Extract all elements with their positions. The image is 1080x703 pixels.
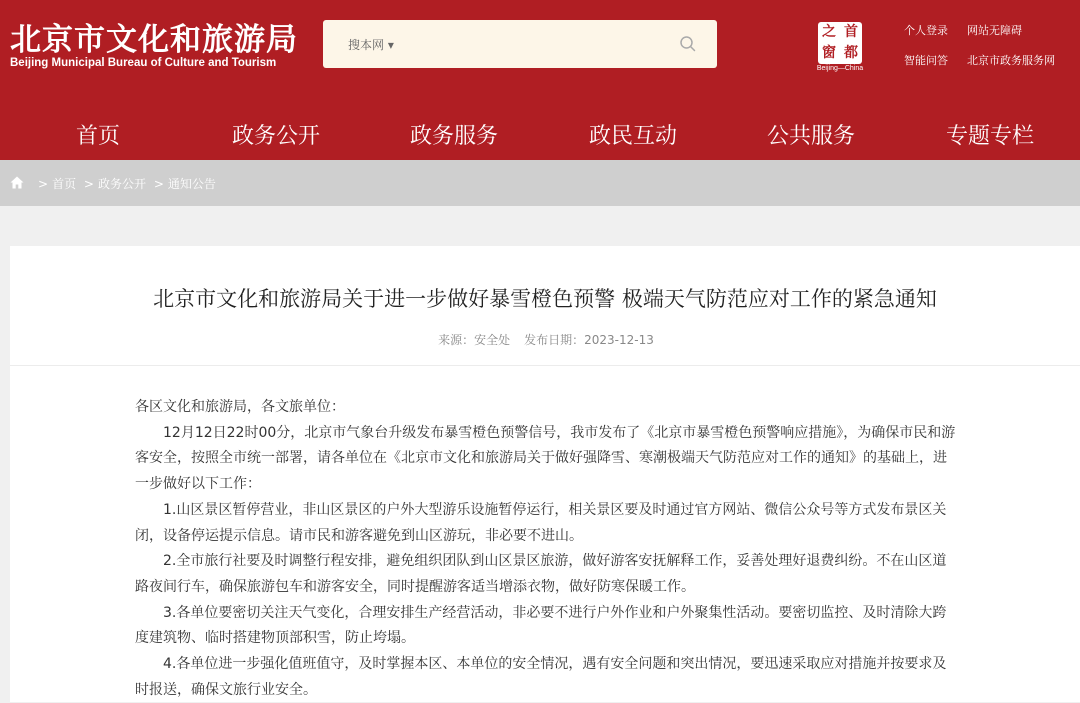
home-icon[interactable] <box>10 176 24 189</box>
search-bar <box>323 20 717 68</box>
nav-item-gov-services[interactable]: 政务服务 <box>409 124 498 149</box>
breadcrumb-home[interactable]: 首页 <box>52 177 77 191</box>
nav-item-gov-affairs[interactable]: 政务公开 <box>231 124 320 149</box>
article-meta <box>10 331 1080 348</box>
site-logo-subtitle: Beijing Municipal Bureau of Culture and Tourism <box>10 57 277 69</box>
nav-item-home[interactable]: 首页 <box>75 124 120 149</box>
article-salutation: 各区文化和旅游局，各文旅单位： <box>135 399 345 415</box>
capital-logo-label: Beijing—China <box>816 65 864 72</box>
article-title: 北京市文化和旅游局关于进一步做好暴雪橙色预警 极端天气防范应对工作的紧急通知 <box>153 287 937 311</box>
capital-window-logo[interactable] <box>814 22 866 74</box>
nav-item-public-services[interactable]: 公共服务 <box>766 124 855 149</box>
capital-logo-char: 首 <box>844 24 858 40</box>
accessibility-link[interactable]: 网站无障碍 <box>967 24 1022 37</box>
personal-login-link[interactable]: 个人登录 <box>904 24 948 37</box>
article-source: 来源：安全处 <box>438 333 511 347</box>
nav-item-special-topics[interactable]: 专题专栏 <box>945 124 1034 149</box>
article-paragraph: 3.各单位要密切关注天气变化，合理安排生产经营活动，非必要不进行户外作业和户外聚集性活动。要密切监控、及时清除大跨度建筑物、临时搭建物顶部积雪，防止垮塌。 <box>135 604 947 647</box>
article-paragraph: 2.全市旅行社要及时调整行程安排，避免组织团队到山区景区旅游，做好游客安抚解释工作，妥善处理好退费纠纷。不在山区道路夜间行车，确保旅游包车和游客安全，同时提醒游客适当增添衣物，做好防寒保暖工作。 <box>135 553 947 595</box>
breadcrumb-notices[interactable]: 通知公告 <box>167 177 216 191</box>
article-paragraph: 12月12日22时00分，北京市气象台升级发布暴雪橙色预警信号，我市发布了《北京市暴雪橙色预警响应措施》，为确保市民和游客安全，按照全市统一部署，请各单位在《北京市文化和旅游局关于做好强降雪、寒潮极端天气防范应对工作的通知》的基础上，进一步做好以下工作： <box>135 424 956 493</box>
breadcrumb-separator: > <box>83 177 94 191</box>
capital-logo-char: 都 <box>844 45 858 61</box>
search-scope-dropdown[interactable]: 搜本网 ▾ <box>348 38 394 52</box>
article-paragraph: 1.山区景区暂停营业，非山区景区的户外大型游乐设施暂停运行，相关景区要及时通过官方网站、微信公众号等方式发布景区关闭，设备停运提示信息。请市民和游客避免到山区游玩，非必要不进山。 <box>135 501 947 544</box>
article-paragraph: 4.各单位进一步强化值班值守，及时掌握本区、本单位的安全情况，遇有安全问题和突出情况，要迅速采取应对措施并按要求及时报送，确保文旅行业安全。 <box>135 656 947 698</box>
breadcrumb-gov-affairs[interactable]: 政务公开 <box>97 177 146 191</box>
site-logo-title[interactable]: 北京市文化和旅游局 <box>10 22 298 58</box>
article-body <box>135 395 957 703</box>
gov-service-link[interactable]: 北京市政务服务网 <box>967 54 1055 67</box>
article-panel <box>10 246 1080 702</box>
capital-logo-char: 窗 <box>822 45 836 61</box>
nav-item-interaction[interactable]: 政民互动 <box>588 124 677 149</box>
divider <box>10 365 1080 366</box>
search-icon[interactable] <box>678 34 698 54</box>
article-date: 发布日期：2023-12-13 <box>524 333 654 347</box>
site-header <box>0 0 1080 160</box>
search-input[interactable] <box>423 32 667 58</box>
breadcrumb <box>0 160 1080 206</box>
capital-logo-char: 之 <box>822 24 836 40</box>
breadcrumb-separator: > <box>153 177 164 191</box>
smart-qa-link[interactable]: 智能问答 <box>904 54 948 67</box>
breadcrumb-separator: > <box>38 177 49 191</box>
